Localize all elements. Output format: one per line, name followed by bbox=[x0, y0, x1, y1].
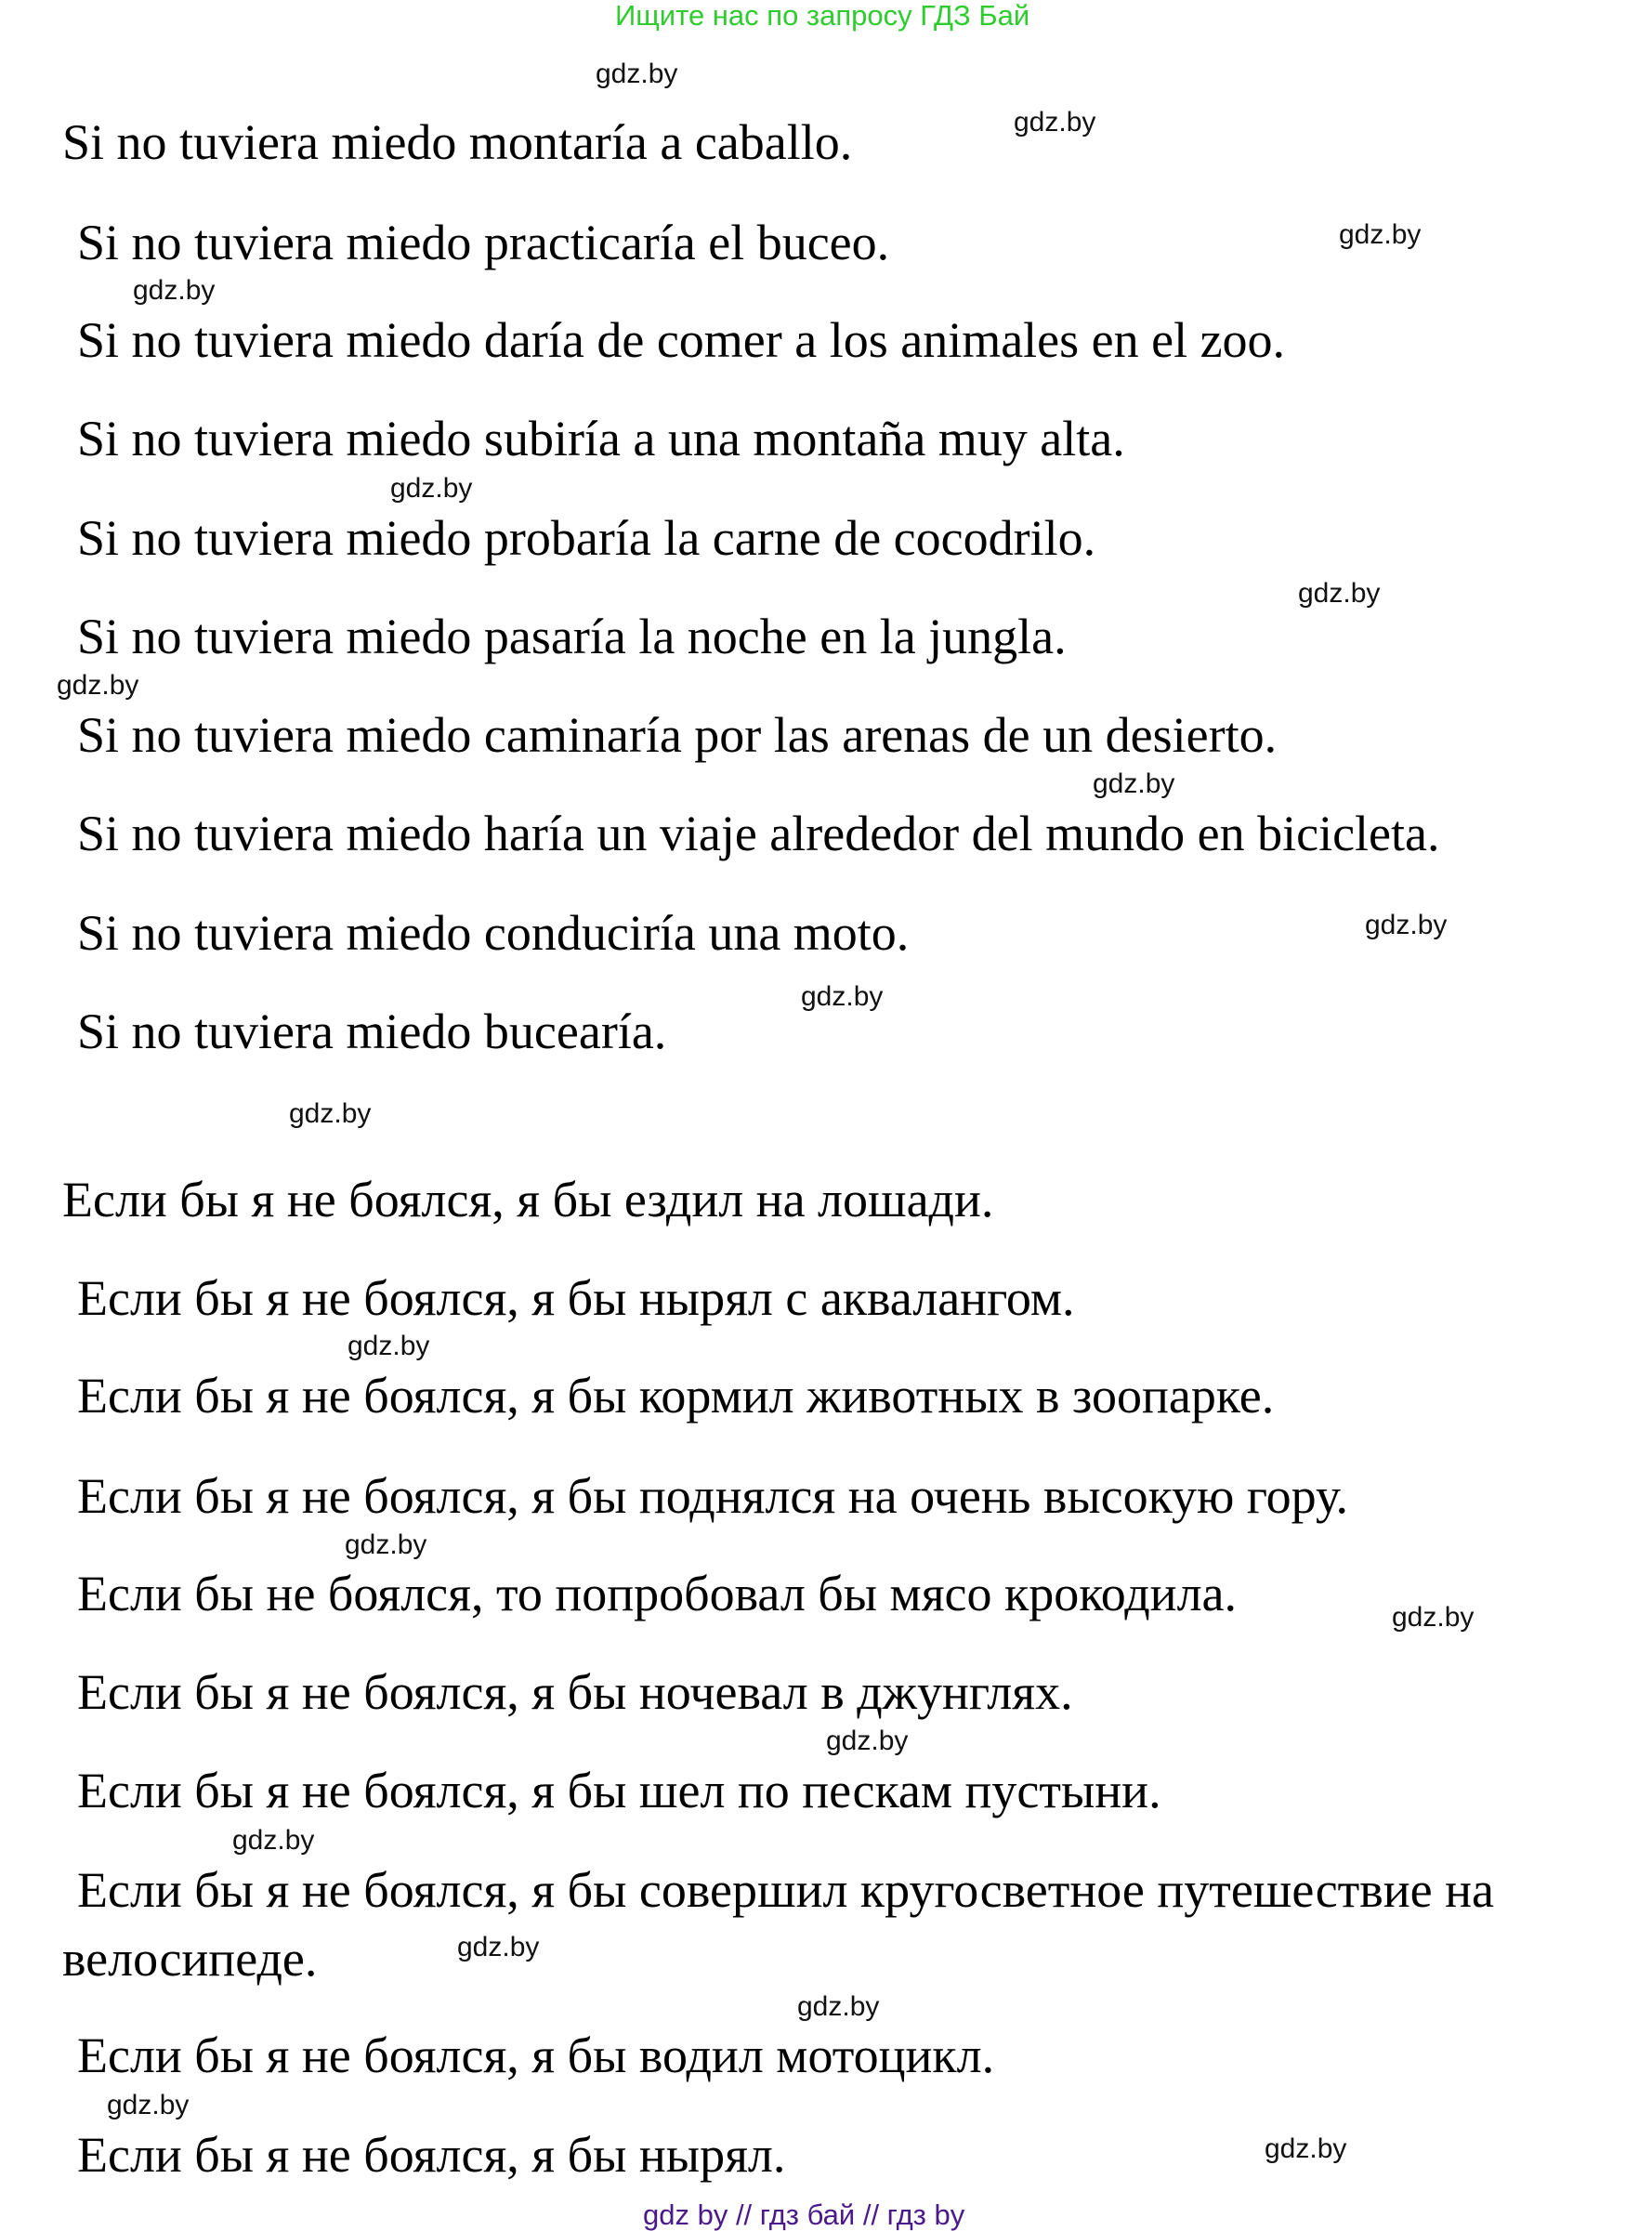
watermark-text: gdz.by bbox=[1093, 768, 1175, 799]
watermark-text: gdz.by bbox=[1365, 910, 1448, 940]
spanish-sentence: Si no tuviera miedo subiría a una montaña muy alta. bbox=[77, 411, 1125, 466]
russian-sentence: Если бы я не боялся, я бы ездил на лошади. bbox=[62, 1172, 994, 1227]
watermark-text: gdz.by bbox=[347, 1331, 430, 1361]
russian-sentence: Если бы я не боялся, я бы кормил животных в зоопарке. bbox=[77, 1368, 1275, 1424]
russian-sentence: Если бы я не боялся, я бы совершил кругосветное путешествие на bbox=[77, 1862, 1494, 1918]
footer-banner[interactable]: gdz by // гдз бай // гдз by bbox=[643, 2198, 965, 2231]
watermark-text: gdz.by bbox=[1392, 1602, 1475, 1633]
watermark-text: gdz.by bbox=[289, 1098, 372, 1129]
watermark-text: gdz.by bbox=[457, 1932, 540, 1962]
spanish-sentence: Si no tuviera miedo practicaría el buceo. bbox=[77, 215, 890, 270]
russian-sentence: Если бы я не боялся, я бы нырял с аквалангом. bbox=[77, 1270, 1075, 1326]
watermark-text: gdz.by bbox=[107, 2090, 190, 2120]
russian-sentence: Если бы не боялся, то попробовал бы мясо крокодила. bbox=[77, 1566, 1237, 1621]
russian-sentence: Если бы я не боялся, я бы шел по пескам пустыни. bbox=[77, 1763, 1161, 1818]
russian-sentence: Если бы я не боялся, я бы поднялся на очень высокую гору. bbox=[77, 1468, 1349, 1524]
spanish-sentence: Si no tuviera miedo daría de comer a los animales en el zoo. bbox=[77, 312, 1286, 368]
watermark-text: gdz.by bbox=[345, 1529, 427, 1560]
spanish-sentence: Si no tuviera miedo caminaría por las arenas de un desierto. bbox=[77, 707, 1278, 763]
watermark-text: gdz.by bbox=[1014, 107, 1096, 138]
spanish-sentence: Si no tuviera miedo montaría a caballo. bbox=[62, 114, 853, 170]
russian-sentence: Если бы я не боялся, я бы водил мотоцикл. bbox=[77, 2028, 995, 2083]
watermark-text: gdz.by bbox=[1339, 219, 1422, 250]
russian-sentence: Если бы я не боялся, я бы нырял. bbox=[77, 2127, 786, 2183]
watermark-text: gdz.by bbox=[232, 1825, 315, 1856]
header-banner: Ищите нас по запросу ГДЗ Бай bbox=[615, 0, 1030, 32]
watermark-text: gdz.by bbox=[1265, 2133, 1347, 2164]
watermark-text: gdz.by bbox=[1298, 578, 1381, 609]
watermark-text: gdz.by bbox=[797, 1991, 880, 2022]
watermark-text: gdz.by bbox=[57, 670, 139, 701]
spanish-sentence: Si no tuviera miedo bucearía. bbox=[77, 1004, 667, 1059]
spanish-sentence: Si no tuviera miedo probaría la carne de cocodrilo. bbox=[77, 510, 1096, 566]
watermark-text: gdz.by bbox=[133, 275, 216, 306]
watermark-text: gdz.by bbox=[801, 981, 884, 1012]
russian-sentence: Если бы я не боялся, я бы ночевал в джунглях. bbox=[77, 1664, 1073, 1720]
spanish-sentence: Si no tuviera miedo pasaría la noche en la jungla. bbox=[77, 609, 1067, 664]
watermark-text: gdz.by bbox=[596, 59, 678, 89]
russian-sentence: велосипеде. bbox=[62, 1931, 318, 1987]
watermark-text: gdz.by bbox=[826, 1726, 909, 1756]
spanish-sentence: Si no tuviera miedo conduciría una moto. bbox=[77, 905, 910, 961]
spanish-sentence: Si no tuviera miedo haría un viaje alrededor del mundo en bicicleta. bbox=[77, 806, 1440, 861]
watermark-text: gdz.by bbox=[390, 473, 473, 504]
